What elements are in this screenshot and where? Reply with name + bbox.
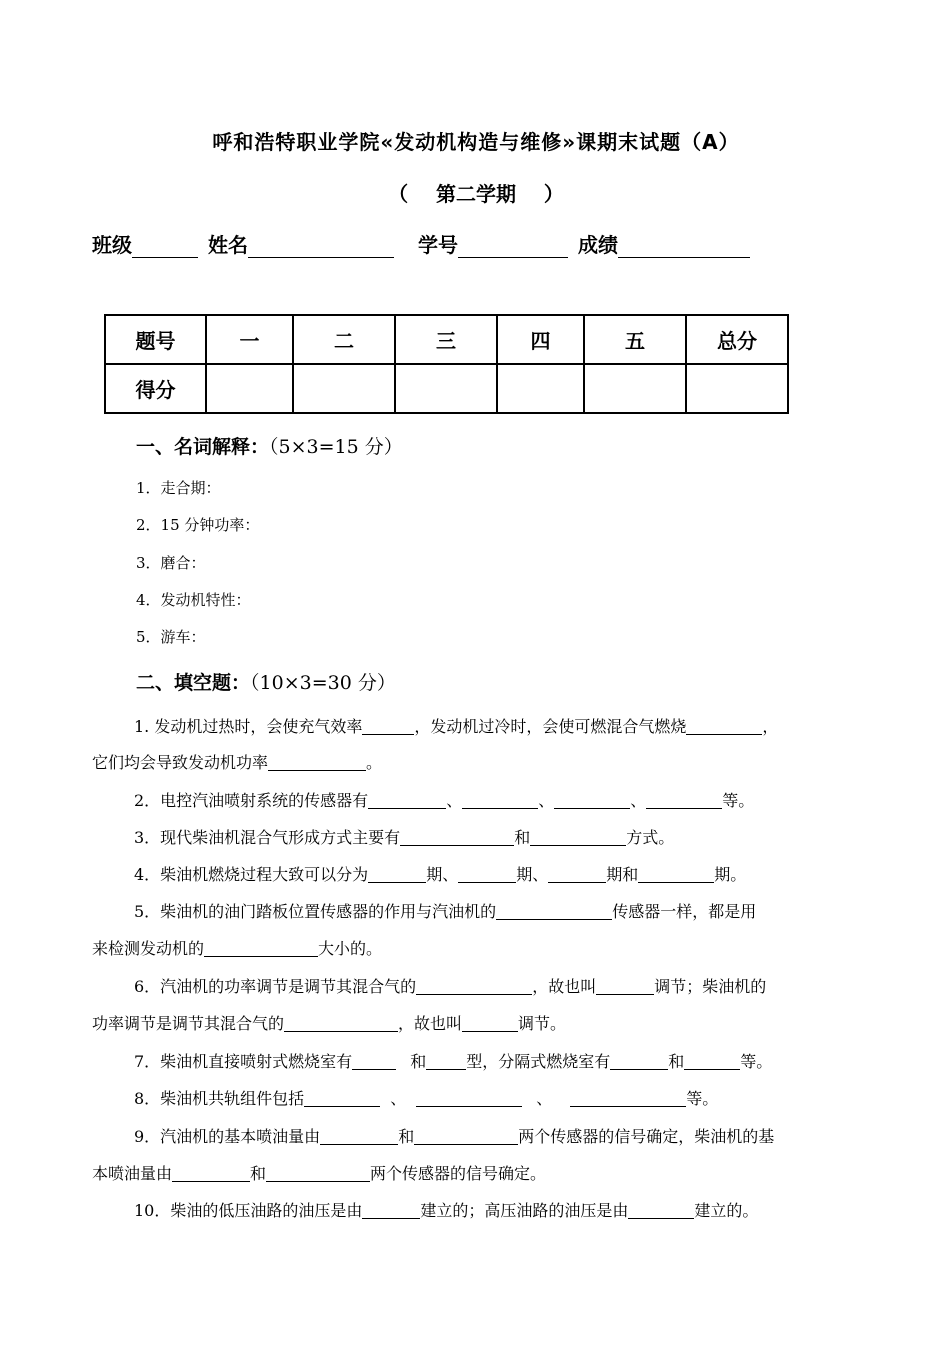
question-text: 调节。	[518, 1014, 567, 1033]
table-header-cell: 五	[584, 315, 686, 364]
answer-blank[interactable]	[368, 866, 426, 883]
question-text: 。	[366, 753, 383, 772]
answer-blank[interactable]	[414, 1128, 518, 1145]
section1-heading	[136, 432, 403, 459]
answer-blank[interactable]	[684, 1053, 740, 1070]
answer-blank[interactable]	[172, 1165, 250, 1182]
question-5-line-1	[134, 899, 756, 922]
answer-blank[interactable]	[570, 1090, 686, 1107]
table-header-cell: 总分	[686, 315, 788, 364]
answer-blank[interactable]	[628, 1202, 694, 1219]
answer-blank[interactable]	[458, 866, 516, 883]
answer-blank[interactable]	[610, 1053, 668, 1070]
question-text: 10．柴油的低压油路的油压是由	[134, 1201, 363, 1220]
answer-blank[interactable]	[400, 829, 514, 846]
question-text: 建立的；高压油路的油压是由	[420, 1201, 629, 1220]
question-text: 期和	[606, 865, 639, 884]
table-header-cell: 四	[497, 315, 584, 364]
question-text: 和	[668, 1052, 685, 1071]
question-text: 调节；柴油机的	[654, 977, 767, 996]
answer-blank[interactable]	[352, 1053, 396, 1070]
name-field[interactable]	[248, 235, 394, 258]
question-text: 1. 发动机过热时，会使充气效率	[134, 717, 363, 736]
question-text: 传感器一样，都是用	[612, 902, 757, 921]
grade-field[interactable]	[618, 235, 750, 258]
question-text: 等。	[740, 1052, 773, 1071]
answer-blank[interactable]	[462, 792, 538, 809]
question-9-line-2	[92, 1161, 546, 1184]
answer-blank[interactable]	[362, 1202, 420, 1219]
name-label: 姓名	[208, 233, 248, 257]
question-3	[134, 825, 674, 848]
class-field[interactable]	[132, 235, 198, 258]
question-text: 、	[630, 791, 647, 810]
answer-blank[interactable]	[686, 718, 762, 735]
section2-heading	[136, 668, 396, 695]
answer-blank[interactable]	[304, 1090, 380, 1107]
question-text: 等。	[722, 791, 755, 810]
question-9-line-1	[134, 1124, 774, 1147]
list-item: 5．游车：	[136, 628, 206, 646]
question-text: 3．现代柴油机混合气形成方式主要有	[134, 828, 401, 847]
student-info-row	[92, 228, 750, 258]
section2-title: 二、填空题：	[136, 672, 251, 694]
answer-blank[interactable]	[362, 718, 414, 735]
score-table-score-row	[105, 364, 788, 413]
question-text: 大小的。	[318, 939, 383, 958]
question-text: 来检测发动机的	[92, 939, 205, 958]
question-6-line-1	[134, 974, 766, 997]
student-id-field[interactable]	[458, 235, 568, 258]
answer-blank[interactable]	[462, 1015, 518, 1032]
question-text: 本喷油量由	[92, 1164, 173, 1183]
question-6-line-2	[92, 1011, 566, 1034]
question-text: 期、	[516, 865, 549, 884]
question-text: ，	[762, 717, 779, 736]
question-text: 和	[514, 828, 531, 847]
semester-subtitle: （ 第二学期 ）	[388, 182, 564, 206]
question-text: 、	[536, 1089, 553, 1108]
answer-blank[interactable]	[646, 792, 722, 809]
list-item: 1．走合期：	[136, 479, 221, 497]
section2-points: （10×3=30 分）	[250, 672, 396, 694]
question-7	[134, 1049, 772, 1072]
answer-blank[interactable]	[638, 866, 714, 883]
question-text: 和	[250, 1164, 267, 1183]
question-text: 5．柴油机的油门踏板位置传感器的作用与汽油机的	[134, 902, 497, 921]
score-cell[interactable]	[584, 364, 686, 413]
table-header-cell: 一	[206, 315, 293, 364]
question-text: ，故也叫	[532, 977, 597, 996]
answer-blank[interactable]	[416, 978, 532, 995]
question-2	[134, 788, 754, 811]
answer-blank[interactable]	[596, 978, 654, 995]
question-text: 和	[398, 1127, 415, 1146]
question-text: 期、	[426, 865, 459, 884]
question-text: 它们均会导致发动机功率	[92, 753, 269, 772]
table-header-cell: 二	[293, 315, 395, 364]
question-text: 、	[446, 791, 463, 810]
score-cell[interactable]	[686, 364, 788, 413]
question-8	[134, 1086, 718, 1109]
question-text: 6．汽油机的功率调节是调节其混合气的	[134, 977, 417, 996]
question-5-line-2	[92, 936, 382, 959]
answer-blank[interactable]	[204, 940, 318, 957]
score-row-label: 得分	[105, 364, 206, 413]
answer-blank[interactable]	[426, 1053, 466, 1070]
score-table	[104, 314, 789, 414]
answer-blank[interactable]	[548, 866, 606, 883]
question-text: ，发动机过冷时，会使可燃混合气燃烧	[414, 717, 687, 736]
score-cell[interactable]	[395, 364, 497, 413]
score-cell[interactable]	[293, 364, 395, 413]
answer-blank[interactable]	[320, 1128, 398, 1145]
answer-blank[interactable]	[268, 754, 366, 771]
question-text: ，故也叫	[398, 1014, 463, 1033]
question-text: 7．柴油机直接喷射式燃烧室有	[134, 1052, 353, 1071]
question-text: 、	[538, 791, 555, 810]
class-label: 班级	[92, 233, 132, 257]
question-4	[134, 862, 746, 885]
question-1-line-1	[134, 714, 778, 737]
list-item: 2．15 分钟功率：	[136, 516, 260, 534]
question-text: 建立的。	[694, 1201, 759, 1220]
question-text: 功率调节是调节其混合气的	[92, 1014, 285, 1033]
question-1-line-2	[92, 750, 382, 773]
question-text: 方式。	[626, 828, 675, 847]
id-label: 学号	[418, 233, 458, 257]
question-text: 8．柴油机共轨组件包括	[134, 1089, 305, 1108]
score-cell[interactable]	[497, 364, 584, 413]
question-text: 9．汽油机的基本喷油量由	[134, 1127, 321, 1146]
table-header-cell: 题号	[105, 315, 206, 364]
question-text: 4．柴油机燃烧过程大致可以分为	[134, 865, 369, 884]
grade-label: 成绩	[578, 233, 618, 257]
answer-blank[interactable]	[530, 829, 626, 846]
list-item: 3．磨合：	[136, 554, 206, 572]
question-text: 型，分隔式燃烧室有	[466, 1052, 611, 1071]
question-text: 等。	[686, 1089, 719, 1108]
answer-blank[interactable]	[554, 792, 630, 809]
answer-blank[interactable]	[368, 792, 446, 809]
table-header-cell: 三	[395, 315, 497, 364]
question-text: 、	[390, 1089, 407, 1108]
list-item: 4．发动机特性：	[136, 591, 251, 609]
section1-title: 一、名词解释：	[136, 436, 270, 458]
question-text: 和	[410, 1052, 427, 1071]
answer-blank[interactable]	[496, 903, 612, 920]
section1-points: （5×3=15 分）	[269, 436, 403, 458]
score-table-header-row	[105, 315, 788, 364]
question-text: 两个传感器的信号确定，柴油机的基	[518, 1127, 775, 1146]
answer-blank[interactable]	[284, 1015, 398, 1032]
exam-title: 呼和浩特职业学院«发动机构造与维修»课期末试题（A）	[212, 130, 740, 154]
score-cell[interactable]	[206, 364, 293, 413]
question-text: 期。	[714, 865, 747, 884]
answer-blank[interactable]	[266, 1165, 370, 1182]
question-10	[134, 1198, 758, 1221]
answer-blank[interactable]	[416, 1090, 522, 1107]
question-text: 两个传感器的信号确定。	[370, 1164, 547, 1183]
question-text: 2．电控汽油喷射系统的传感器有	[134, 791, 369, 810]
